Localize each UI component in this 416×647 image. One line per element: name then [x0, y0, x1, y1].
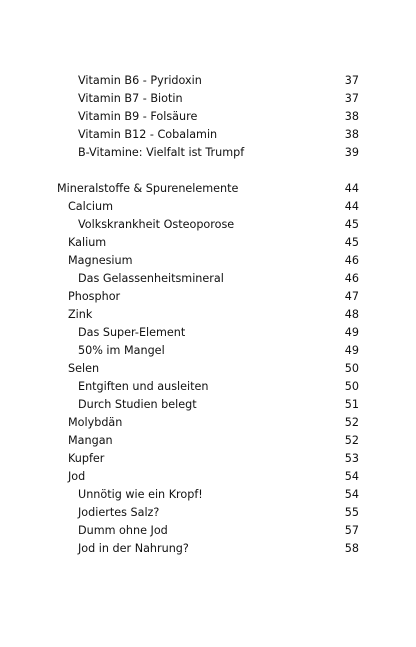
- toc-entry[interactable]: [0, 252, 416, 270]
- toc-entry-page: 49: [344, 326, 359, 339]
- toc-entry-page: 52: [344, 434, 359, 447]
- toc-entry-title: Das Gelassenheitsmineral: [78, 272, 224, 285]
- toc-entry-title: Das Super-Element: [78, 326, 186, 339]
- toc-entry-title: Vitamin B6 - Pyridoxin: [78, 74, 202, 87]
- toc-entry-title: Selen: [68, 362, 100, 375]
- toc-entry[interactable]: [0, 540, 416, 558]
- toc-entry[interactable]: [0, 342, 416, 360]
- toc-entry-page: 45: [344, 236, 359, 249]
- toc-entry[interactable]: [0, 396, 416, 414]
- toc-entry[interactable]: [0, 72, 416, 90]
- toc-entry[interactable]: [0, 486, 416, 504]
- toc-entry[interactable]: [0, 270, 416, 288]
- toc-entry-page: 50: [344, 380, 359, 393]
- toc-entry-page: 37: [344, 92, 359, 105]
- toc-entry-title: Calcium: [68, 200, 114, 213]
- toc-entry-page: 52: [344, 416, 359, 429]
- toc-entry-page: 54: [344, 488, 359, 501]
- toc-entry[interactable]: [0, 378, 416, 396]
- toc-entry-title: Jodiertes Salz?: [78, 506, 160, 519]
- toc-entry[interactable]: [0, 144, 416, 162]
- toc-entry-title: Durch Studien belegt: [78, 398, 197, 411]
- toc-entry-page: 44: [344, 200, 359, 213]
- toc-entry-page: 38: [344, 128, 359, 141]
- toc-entry[interactable]: [0, 288, 416, 306]
- toc-entry-title: Vitamin B7 - Biotin: [78, 92, 183, 105]
- toc-entry-title: Kalium: [68, 236, 107, 249]
- toc-entry-page: 39: [344, 146, 359, 159]
- toc-entry[interactable]: [0, 414, 416, 432]
- toc-entry-page: 54: [344, 470, 359, 483]
- toc-entry-page: 51: [344, 398, 359, 411]
- toc-entry-page: 47: [344, 290, 359, 303]
- toc-entry[interactable]: [0, 108, 416, 126]
- toc-entry[interactable]: [0, 126, 416, 144]
- toc-entry-page: 38: [344, 110, 359, 123]
- toc-entry-page: 37: [344, 74, 359, 87]
- toc-entry[interactable]: [0, 216, 416, 234]
- toc-entry-title: Phosphor: [68, 290, 121, 303]
- toc-entry-page: 50: [344, 362, 359, 375]
- toc-entry-page: 48: [344, 308, 359, 321]
- toc-entry[interactable]: [0, 450, 416, 468]
- toc-entry-title: Jod in der Nahrung?: [78, 542, 189, 555]
- toc-entry-page: 57: [344, 524, 359, 537]
- toc-entry[interactable]: [0, 432, 416, 450]
- toc-entry-page: 55: [344, 506, 359, 519]
- toc-entry-page: 45: [344, 218, 359, 231]
- toc-entry-title: Vitamin B12 - Cobalamin: [78, 128, 218, 141]
- toc-entry[interactable]: [0, 234, 416, 252]
- toc-section-heading[interactable]: [0, 180, 416, 198]
- toc-entry[interactable]: [0, 306, 416, 324]
- toc-entry-title: Molybdän: [68, 416, 123, 429]
- toc-entry-title: Zink: [68, 308, 93, 321]
- toc-entry-title: Mineralstoffe & Spurenelemente: [57, 182, 239, 195]
- toc-entry[interactable]: [0, 468, 416, 486]
- toc-entry[interactable]: [0, 504, 416, 522]
- toc-entry-page: 53: [344, 452, 359, 465]
- toc-entry-page: 58: [344, 542, 359, 555]
- toc-entry[interactable]: [0, 198, 416, 216]
- toc-entry[interactable]: [0, 324, 416, 342]
- toc-entry-page: 44: [344, 182, 359, 195]
- toc-entry-title: B-Vitamine: Vielfalt ist Trumpf: [78, 146, 245, 159]
- toc-entry-title: Dumm ohne Jod: [78, 524, 168, 537]
- toc-entry[interactable]: [0, 522, 416, 540]
- toc-entry-title: 50% im Mangel: [78, 344, 165, 357]
- toc-entry-title: Kupfer: [68, 452, 105, 465]
- toc-entry-title: Volkskrankheit Osteoporose: [78, 218, 235, 231]
- toc-entry[interactable]: [0, 90, 416, 108]
- toc-entry-title: Jod: [68, 470, 86, 483]
- toc-entry-title: Vitamin B9 - Folsäure: [78, 110, 198, 123]
- toc-entry-page: 49: [344, 344, 359, 357]
- toc-entry-page: 46: [344, 272, 359, 285]
- toc-entry-title: Mangan: [68, 434, 113, 447]
- toc-entry-page: 46: [344, 254, 359, 267]
- toc-entry-title: Magnesium: [68, 254, 133, 267]
- toc-entry-title: Entgiften und ausleiten: [78, 380, 209, 393]
- toc-entry[interactable]: [0, 360, 416, 378]
- toc-entry-title: Unnötig wie ein Kropf!: [78, 488, 203, 501]
